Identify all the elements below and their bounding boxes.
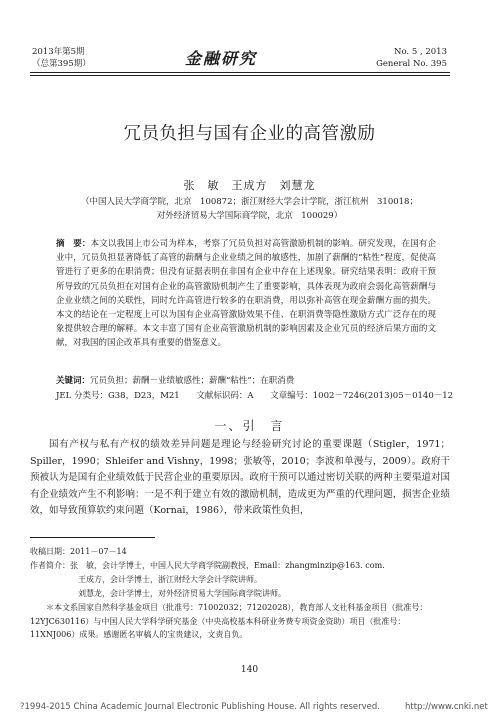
header-right: [376, 46, 447, 70]
fund-note: ＊本文系国家自然科学基金项目（批准号：71002032；71202028），教育部人文社科基金项目（批准号：12YJC630116）与中国人民大学科学研究基金（中央高校基本科研业务费专项资金资助）项目（批准号：11XNJ006）成果。感谢匿名审稿人的宝贵建议，文责自负。: [30, 603, 428, 640]
classification-line: [56, 389, 456, 403]
abstract: [56, 237, 436, 351]
abstract-text: 本文以我国上市公司为样本，考察了冗员负担对高管激励机制的影响。研究发现，在国有企业中，冗员负担显著降低了高管的薪酬与企业业绩之间的敏感性，加剧了薪酬的“粘性”程度，促使高管进行了更多的在职消费；但没有证据表明在非国有企业中存在上述现象。研究结果表明：政府干预所导致的冗员负担在对国有企业的高管激励机制产生了重要影响，具体表现为政府会弱化高管薪酬与企业业绩之间的关联性，同时允许高管进行较多的在职消费，用以弥补高管在现金薪酬方面的损失。本文的结论在一定程度上可以为国有企业高管激励效果不佳、在职消费等隐性激励方式广泛存在的现象提供较合理的解释。本文丰富了国有企业高管激励机制的影响因素及企业冗员的经济后果方面的文献，对我国的国企改革具有重要的借鉴意义。: [56, 239, 436, 349]
paper-title: 冗员负担与国有企业的高管激励: [123, 124, 376, 144]
total-issue-line: （总第395期）: [32, 59, 91, 69]
author-intro-2: 王成方，会计学博士，浙江财经大学会计学院讲师。: [78, 575, 262, 584]
issue-line: 2013年第5期: [32, 47, 85, 57]
jel-code: JEL 分类号：G38，D23，M21: [56, 391, 180, 401]
author-intro-1: 张 敏，会计学博士，中国人民大学商学院副教授，Email：zhangminzip@163. com.: [70, 561, 385, 570]
cnki-url[interactable]: http://www.cnki.net: [405, 702, 488, 712]
author-intro-2-line: [30, 573, 450, 587]
general-no-line: General No. 395: [376, 59, 447, 69]
header-rule-thick: [30, 72, 450, 73]
abstract-label: 摘 要：: [56, 239, 91, 249]
keywords-text: 冗员负担；薪酬－业绩敏感性；薪酬“粘性”；在职消费: [90, 376, 295, 386]
header-left: [32, 46, 91, 70]
author-list: 张 敏 王成方 刘慧龙: [183, 179, 316, 192]
received-date: 收稿日期：2011－07－14: [30, 547, 127, 556]
header-rule-thin: [30, 75, 450, 76]
keywords-label: 关键词：: [56, 376, 91, 386]
journal-name: 金融研究: [185, 49, 258, 68]
affiliation-line-1: （中国人民大学商学院，北京 100872；浙江财经大学会计学院，浙江杭州 310018；: [81, 197, 418, 207]
document-code: 文献标识码：A: [196, 391, 254, 401]
article-number: 文章编号：1002－7246(2013)05－0140－12: [270, 391, 454, 401]
body-paragraph: 国有产权与私有产权的绩效差异问题是理论与经验研究讨论的重要课题（Stigler，1971；Spiller，1990；Shleifer and Vishny，1998；张敏等，2010；李波和单漫与，2009）。政府干预被认为是国有企业绩效低于民营企业的重要原因。政府干预可以通过密切关联的两种主要渠道对国有企业绩效产生不利影响：一是不利于建立有效的激励机制，造成更为严重的代理问题，损害企业绩效，如导致预算软约束问题（Kornai，1986），带来政策性负担，: [30, 439, 450, 516]
page-number: 140: [240, 665, 259, 675]
author-intro-label: 作者简介：: [30, 561, 70, 570]
section-heading: 一、引 言: [214, 419, 285, 433]
copyright-footer: ?1994-2015 China Academic Journal Electronic Publishing House. All rights reserved.: [20, 702, 380, 712]
affiliation-line-2: 对外经济贸易大学国际商学院，北京 100029）: [156, 211, 343, 221]
footnote-rule: [30, 537, 155, 538]
keywords: [56, 374, 436, 388]
author-intro-3-line: [30, 587, 450, 601]
author-intro-3: 刘慧龙，会计学博士，对外经济贸易大学国际商学院讲师。: [78, 589, 286, 598]
issue-line-en: No. 5 , 2013: [394, 47, 447, 57]
author-intro: [30, 559, 450, 573]
